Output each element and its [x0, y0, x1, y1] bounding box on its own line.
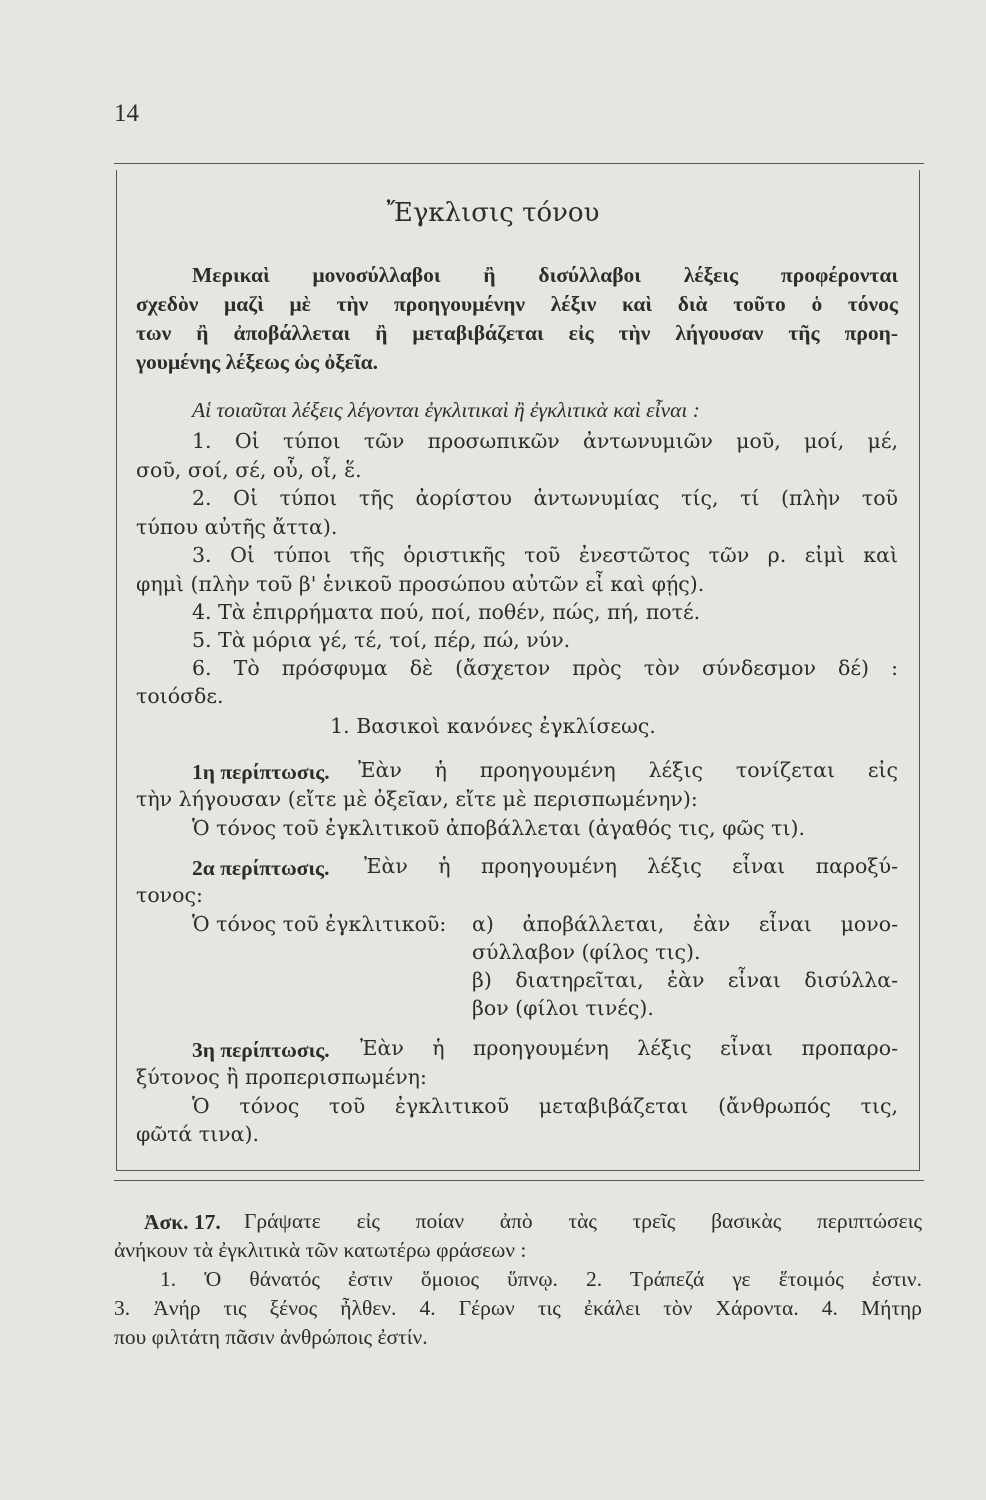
list-line: σοῦ, σοί, σέ, οὗ, οἷ, ἕ. [136, 458, 362, 482]
case-1-text: τὴν λήγουσαν (εἴτε μὲ ὀξεῖαν, εἴτε μὲ περισπωμένην): [136, 787, 698, 811]
top-rule [114, 163, 924, 164]
intro-line: γουμένης λέξεως ὡς ὀξεῖα. [136, 350, 379, 374]
list-line: 5. Τὰ μόρια γέ, τέ, τοί, πέρ, πώ, νύν. [192, 628, 571, 652]
case-2-option-a: α) ἀποβάλλεται, ἐὰν εἶναι μονο- [472, 912, 898, 936]
case-2-text: Ἐὰν ἡ προηγουμένη λέξις εἶναι παροξύ- [364, 854, 898, 878]
list-line: τοιόσδε. [136, 684, 224, 708]
case-2-lead: Ὁ τόνος τοῦ ἐγκλιτικοῦ: [192, 912, 447, 936]
list-line: τύπου αὐτῆς ἄττα). [136, 515, 338, 539]
intro-line: των ἢ ἀποβάλλεται ἢ μεταβιβάζεται εἰς τὴν λήγουσαν τῆς προη- [136, 321, 898, 345]
intro-line: σχεδὸν μαζὶ μὲ τὴν προηγουμένην λέξιν καὶ διὰ τοῦτο ὁ τόνος [136, 292, 898, 316]
case-3-text: Ἐὰν ἡ προηγουμένη λέξις εἶναι προπαρο- [360, 1036, 898, 1060]
list-line: 1. Οἱ τύποι τῶν προσωπικῶν ἀντωνυμιῶν μοῦ, μοί, μέ, [192, 429, 898, 453]
exercise-text: που φιλτάτη πᾶσιν ἀνθρώποις ἐστίν. [114, 1325, 428, 1349]
list-line: φημὶ (πλὴν τοῦ β' ἑνικοῦ προσώπου αὐτῶν εἶ καὶ φῄς). [136, 572, 705, 596]
section-title: Ἔγκλισις τόνου [386, 198, 600, 228]
case-3-rule: Ὁ τόνος τοῦ ἐγκλιτικοῦ μεταβιβάζεται (ἄνθρωπός τις, [192, 1094, 898, 1118]
case-1-label: 1η περίπτωσις. [192, 760, 330, 784]
case-2-text: τονος: [136, 883, 203, 907]
exercise-text: 1. Ὁ θάνατός ἐστιν ὅμοιος ὕπνῳ. 2. Τράπεζά γε ἕτοιμός ἐστιν. [160, 1267, 922, 1291]
case-2-label: 2α περίπτωσις. [192, 856, 330, 880]
case-1-rule: Ὁ τόνος τοῦ ἐγκλιτικοῦ ἀποβάλλεται (ἀγαθός τις, φῶς τι). [192, 816, 806, 840]
italic-definition: Αἱ τοιαῦται λέξεις λέγονται ἐγκλιτικαὶ ἢ ἐγκλιτικὰ καὶ εἶναι : [192, 398, 700, 422]
page-number: 14 [114, 100, 139, 127]
bottom-rule [114, 1180, 924, 1181]
exercise-text: ἀνήκουν τὰ ἐγκλιτικὰ τῶν κατωτέρω φράσεων : [114, 1238, 527, 1262]
case-3-label: 3η περίπτωσις. [192, 1038, 330, 1062]
case-1-text: Ἐὰν ἡ προηγουμένη λέξις τονίζεται εἰς [358, 758, 898, 782]
list-line: 2. Οἱ τύποι τῆς ἀορίστου ἀντωνυμίας τίς, τί (πλὴν τοῦ [192, 486, 898, 510]
intro-line: Μερικαὶ μονοσύλλαβοι ἢ δισύλλαβοι λέξεις προφέρονται [192, 263, 898, 287]
case-2-option-a: σύλλαβον (φίλος τις). [472, 940, 701, 964]
case-3-rule: φῶτά τινα). [136, 1122, 259, 1146]
list-line: 4. Τὰ ἐπιρρήματα πού, ποί, ποθέν, πώς, πή, ποτέ. [192, 600, 701, 624]
rules-heading: 1. Βασικοὶ κανόνες ἐγκλίσεως. [330, 714, 656, 738]
case-2-option-b: βον (φίλοι τινές). [472, 996, 654, 1020]
case-3-text: ξύτονος ἢ προπερισπωμένη: [136, 1065, 427, 1089]
exercise-label: Ἀσκ. 17. [144, 1210, 221, 1234]
list-line: 3. Οἱ τύποι τῆς ὁριστικῆς τοῦ ἐνεστῶτος τῶν ρ. εἰμὶ καὶ [192, 543, 898, 567]
exercise-text: Γράψατε εἰς ποίαν ἀπὸ τὰς τρεῖς βασικὰς περιπτώσεις [244, 1209, 922, 1233]
exercise-text: 3. Ἀνήρ τις ξένος ἦλθεν. 4. Γέρων τις ἐκάλει τὸν Χάροντα. 4. Μήτηρ [114, 1296, 922, 1320]
case-2-option-b: β) διατηρεῖται, ἐὰν εἶναι δισύλλα- [472, 968, 898, 992]
list-line: 6. Τὸ πρόσφυμα δὲ (ἄσχετον πρὸς τὸν σύνδεσμον δέ) : [192, 656, 898, 680]
